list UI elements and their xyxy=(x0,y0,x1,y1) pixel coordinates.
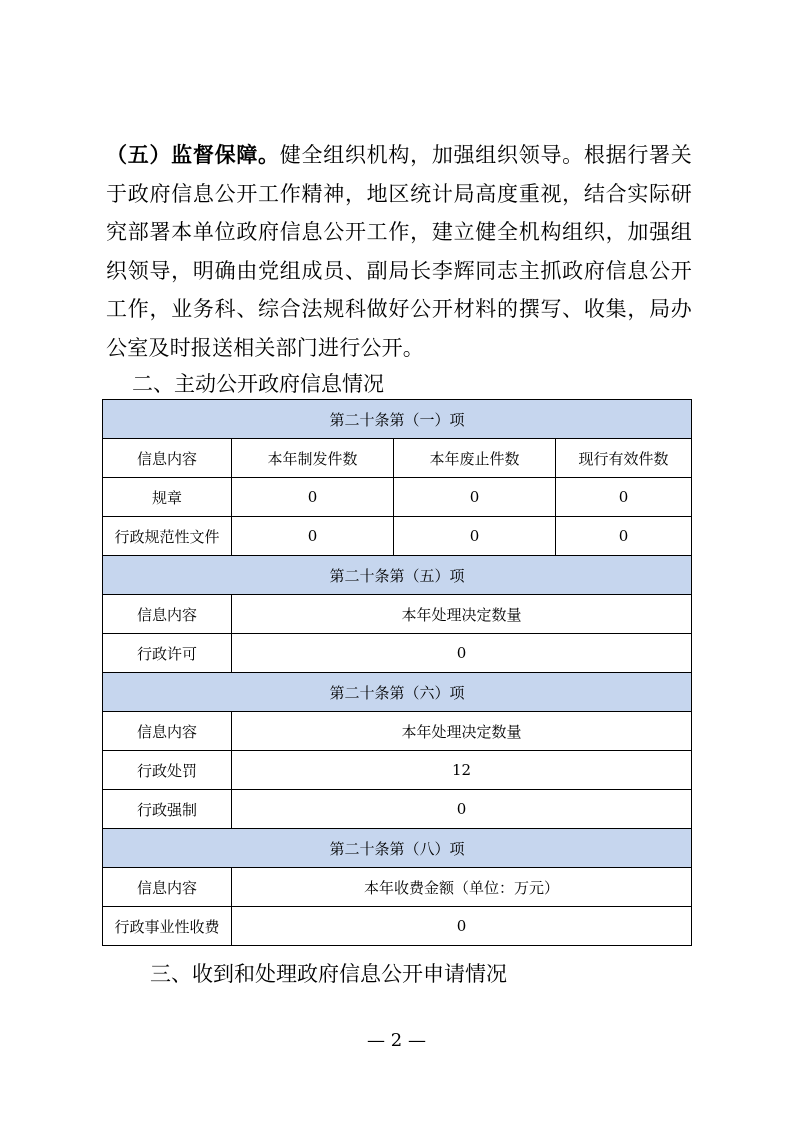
table-row xyxy=(103,751,692,790)
table-cell: 12 xyxy=(232,751,692,790)
section-title-1: 第二十条第（一）项 xyxy=(103,400,692,439)
section-3-heading: 三、收到和处理政府信息公开申请情况 xyxy=(150,962,507,986)
row-label: 行政处罚 xyxy=(103,751,232,790)
section-title-row xyxy=(103,829,692,868)
row-label: 行政事业性收费 xyxy=(103,907,232,946)
table-row xyxy=(103,790,692,829)
supervision-paragraph xyxy=(106,136,692,368)
header-cell: 信息内容 xyxy=(103,712,232,751)
section-title-5: 第二十条第（五）项 xyxy=(103,556,692,595)
header-cell: 信息内容 xyxy=(103,868,232,907)
header-cell: 现行有效件数 xyxy=(556,439,692,478)
table-row xyxy=(103,517,692,556)
section-title-row xyxy=(103,400,692,439)
header-cell: 本年处理决定数量 xyxy=(232,595,692,634)
header-cell: 本年收费金额（单位：万元） xyxy=(232,868,692,907)
header-row xyxy=(103,712,692,751)
table-row xyxy=(103,907,692,946)
section-2-heading: 二、主动公开政府信息情况 xyxy=(132,372,384,396)
header-row xyxy=(103,868,692,907)
row-label: 行政强制 xyxy=(103,790,232,829)
page-number: — 2 — xyxy=(367,1030,426,1051)
header-row xyxy=(103,439,692,478)
section-title-6: 第二十条第（六）项 xyxy=(103,673,692,712)
section-title-row xyxy=(103,673,692,712)
header-cell: 信息内容 xyxy=(103,439,232,478)
table-cell: 0 xyxy=(556,478,692,517)
table-cell: 0 xyxy=(394,517,556,556)
table-cell: 0 xyxy=(556,517,692,556)
table-cell: 0 xyxy=(232,478,394,517)
table-cell: 0 xyxy=(232,790,692,829)
header-cell: 本年废止件数 xyxy=(394,439,556,478)
disclosure-table xyxy=(102,399,692,946)
table-row xyxy=(103,478,692,517)
table-cell: 0 xyxy=(232,634,692,673)
paragraph-body: 健全组织机构，加强组织领导。根据行署关于政府信息公开工作精神，地区统计局高度重视，结合实际研究部署本单位政府信息公开工作，建立健全机构组织，加强组织领导，明确由党组成员、副局长李辉同志主抓政府信息公开工作，业务科、综合法规科做好公开材料的撰写、收集，局办公室及时报送相关部门进行公开。 xyxy=(106,143,692,360)
section-title-8: 第二十条第（八）项 xyxy=(103,829,692,868)
table-cell: 0 xyxy=(394,478,556,517)
header-row xyxy=(103,595,692,634)
header-cell: 本年制发件数 xyxy=(232,439,394,478)
paragraph-lead: （五）监督保障。 xyxy=(106,143,280,167)
row-label: 行政规范性文件 xyxy=(103,517,232,556)
row-label: 行政许可 xyxy=(103,634,232,673)
row-label: 规章 xyxy=(103,478,232,517)
header-cell: 本年处理决定数量 xyxy=(232,712,692,751)
table-row xyxy=(103,634,692,673)
header-cell: 信息内容 xyxy=(103,595,232,634)
section-title-row xyxy=(103,556,692,595)
table-cell: 0 xyxy=(232,907,692,946)
table-cell: 0 xyxy=(232,517,394,556)
